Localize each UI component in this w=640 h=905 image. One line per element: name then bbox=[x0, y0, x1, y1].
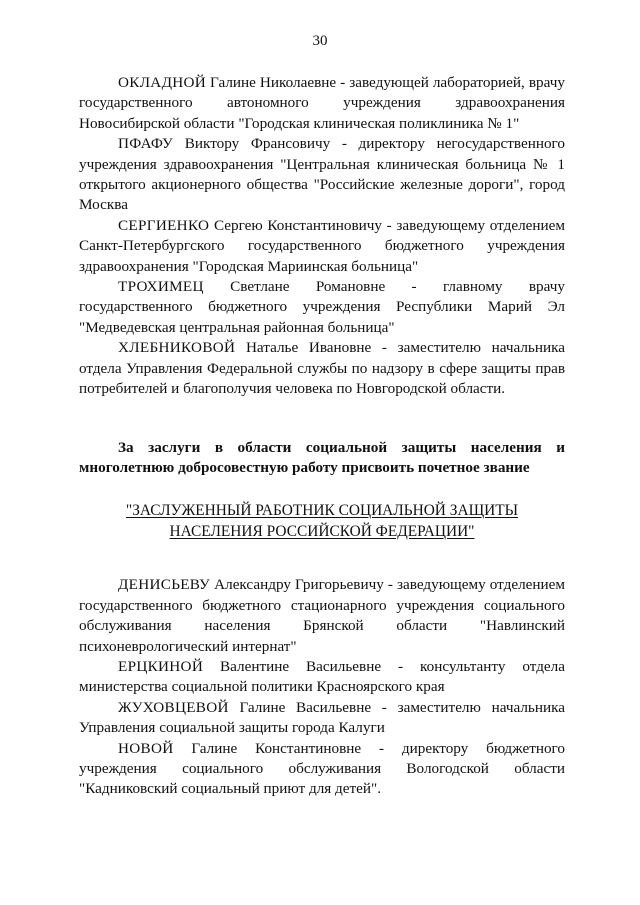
recipient-details: Виктору Франсовичу - директору негосударственного учреждения здравоохранения "Центральная клиническая больница № 1 открытого акционерного общества "Российские железные дороги", город Москва bbox=[79, 135, 565, 214]
recipient-surname: ПФАФУ bbox=[118, 135, 174, 153]
page-number: 30 bbox=[312, 33, 328, 49]
recipient-surname: ХЛЕБНИКОВОЙ bbox=[118, 339, 236, 357]
award-entry bbox=[79, 575, 565, 657]
honorary-title-line-2: НАСЕЛЕНИЯ РОССИЙСКОЙ ФЕДЕРАЦИИ" bbox=[169, 523, 475, 541]
honorary-title-line-1: "ЗАСЛУЖЕННЫЙ РАБОТНИК СОЦИАЛЬНОЙ ЗАЩИТЫ bbox=[125, 502, 519, 520]
section-spacer bbox=[79, 478, 565, 500]
recipient-details: Галине Николаевне - заведующей лабораторией, врачу государственного автономного учреждения здравоохранения Новосибирской области "Городская клиническая поликлиника № 1" bbox=[79, 74, 565, 132]
award-entry bbox=[79, 338, 565, 399]
award-entry bbox=[79, 134, 565, 216]
recipient-surname: НОВОЙ bbox=[118, 739, 174, 757]
recipient-surname: ОКЛАДНОЙ bbox=[118, 74, 207, 91]
recipient-details: Галине Константиновне - директору бюджетного учреждения социального обслуживания Вологодской области "Кадниковский социальный приют для детей". bbox=[79, 739, 565, 798]
award-entry bbox=[79, 73, 565, 134]
recipient-details: Александру Григорьевичу - заведующему отделением государственного бюджетного стационарного учреждения социального обслуживания населения Брянской области "Навлинский психоневрологический интернат" bbox=[79, 576, 565, 655]
recipient-surname: ДЕНИСЬЕВУ bbox=[118, 576, 211, 594]
honorary-title bbox=[79, 500, 565, 542]
award-entry bbox=[79, 216, 565, 277]
recipient-details: Светлане Романовне - главному врачу государственного бюджетного учреждения Республики Марий Эл "Медведевская центральная районная больница" bbox=[79, 278, 565, 336]
section-spacer bbox=[79, 542, 565, 575]
recipient-details: Наталье Ивановне - заместителю начальника отдела Управления Федеральной службы по надзору в сфере защиты прав потребителей и благополучия человека по Новгородской области. bbox=[79, 339, 565, 398]
recipient-surname: ЖУХОВЦЕВОЙ bbox=[118, 698, 229, 716]
recipient-surname: ТРОХИМЕЦ bbox=[118, 278, 204, 296]
award-entry bbox=[79, 277, 565, 338]
recipient-details: Галине Васильевне - заместителю начальника Управления социальной защиты города Калуги bbox=[79, 698, 565, 737]
section-spacer bbox=[79, 400, 565, 438]
recipient-surname: СЕРГИЕНКО bbox=[118, 216, 210, 234]
document-body bbox=[79, 73, 565, 800]
award-entry bbox=[79, 657, 565, 698]
recipient-details: Валентине Васильевне - консультанту отдела министерства социальной политики Красноярского края bbox=[79, 657, 565, 696]
award-entry bbox=[79, 698, 565, 739]
recipient-surname: ЕРЦКИНОЙ bbox=[118, 657, 204, 675]
award-entry bbox=[79, 739, 565, 800]
recipient-details: Сергею Константиновичу - заведующему отделением Санкт-Петербургского государственного бюджетного учреждения здравоохранения "Городская Мариинская больница" bbox=[79, 216, 565, 275]
award-decree: За заслуги в области социальной защиты населения и многолетнюю добросовестную работу присвоить почетное звание bbox=[79, 438, 565, 476]
